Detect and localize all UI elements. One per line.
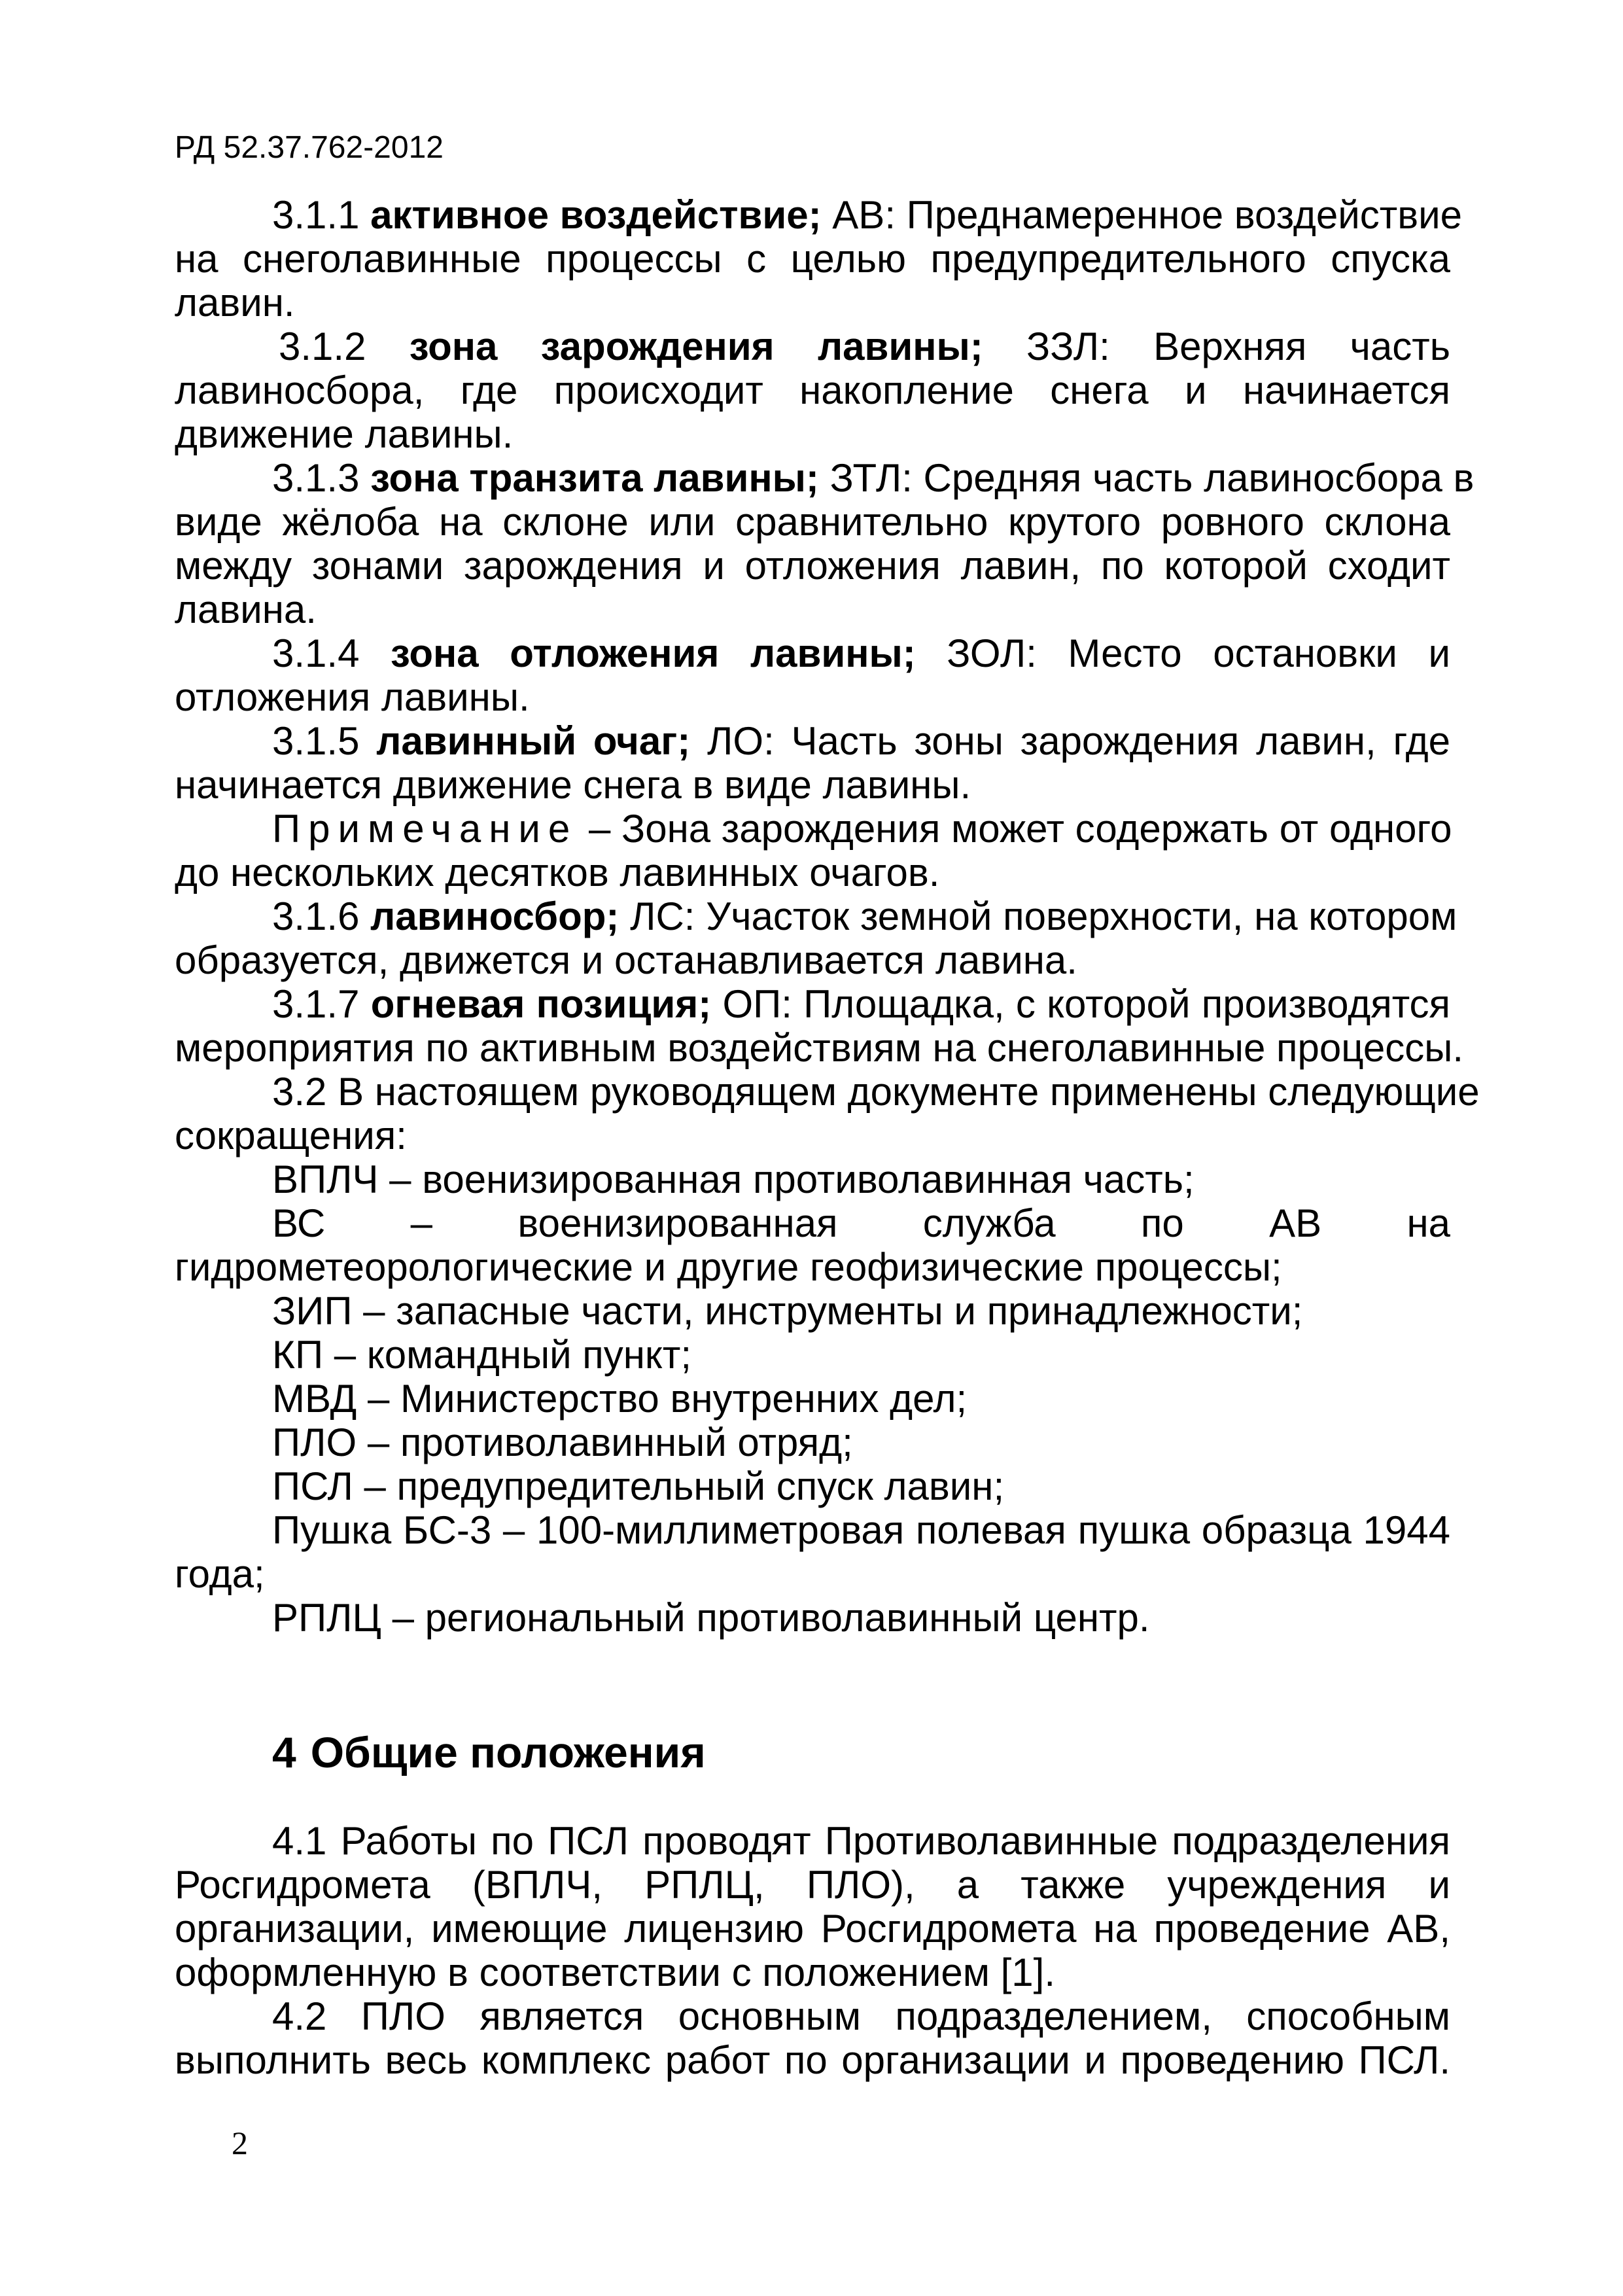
- note-line-2: до нескольких десятков лавинных очагов.: [175, 851, 940, 894]
- abbreviation-plo: ПЛО – противолавинный отряд;: [272, 1421, 853, 1464]
- definition-3-1-6-line-2: образуется, движется и останавливается лавина.: [175, 938, 1077, 982]
- paragraph-4-1-line-1: 4.1 Работы по ПСЛ проводят Противолавинные подразделения: [272, 1819, 1450, 1863]
- paragraph-4-2-line-2: выполнить весь комплекс работ по организации и проведению ПСЛ.: [175, 2038, 1450, 2082]
- definition-3-1-4-line-1: [272, 631, 1450, 676]
- definition-3-1-3-line-1: [272, 456, 1475, 501]
- clause-number: 3.1.3: [272, 456, 360, 500]
- abbreviation-vs-line-2: гидрометеорологические и другие геофизические процессы;: [175, 1245, 1282, 1289]
- paragraph-4-1-line-4: оформленную в соответствии с положением [1].: [175, 1951, 1056, 1994]
- paragraph-4-2-line-1: 4.2 ПЛО является основным подразделением, способным: [272, 1994, 1450, 2038]
- definition-text: ЗОЛ: Место остановки и: [947, 631, 1450, 675]
- abbreviation-zip: ЗИП – запасные части, инструменты и принадлежности;: [272, 1289, 1303, 1333]
- abbreviations-intro-line-2: сокращения:: [175, 1114, 407, 1157]
- term: зона транзита лавины;: [370, 456, 819, 500]
- page-number: 2: [232, 2125, 248, 2161]
- clause-number: 3.1.6: [272, 894, 360, 938]
- abbreviation-psl: ПСЛ – предупредительный спуск лавин;: [272, 1464, 1005, 1508]
- definition-3-1-7-line-1: [272, 982, 1450, 1027]
- section-heading: [272, 1726, 706, 1778]
- abbreviation-bs3-line-2: года;: [175, 1552, 265, 1596]
- definition-3-1-4-line-2: отложения лавины.: [175, 675, 530, 719]
- definition-3-1-3-line-3: между зонами зарождения и отложения лавин, по которой сходит: [175, 544, 1450, 588]
- definition-3-1-1-line-1: [272, 193, 1462, 238]
- definition-3-1-5-line-1: [272, 719, 1450, 764]
- definition-3-1-3-line-4: лавина.: [175, 588, 317, 631]
- definition-3-1-3-line-2: виде жёлоба на склоне или сравнительно крутого ровного склона: [175, 500, 1450, 544]
- clause-number: 3.1.7: [272, 982, 360, 1026]
- clause-number: 3.1.4: [272, 631, 360, 675]
- definition-3-1-5-line-2: начинается движение снега в виде лавины.: [175, 763, 971, 807]
- definition-text: ЛО: Часть зоны зарождения лавин, где: [707, 719, 1451, 763]
- definition-3-1-1-line-2: на снеголавинные процессы с целью предупредительного спуска: [175, 237, 1450, 281]
- abbreviation-vs-line-1: ВС – военизированная служба по АВ на: [272, 1201, 1450, 1245]
- term: лавиносбор;: [370, 894, 620, 938]
- definition-text: ОП: Площадка, с которой производятся: [722, 982, 1451, 1026]
- definition-3-1-6-line-1: [272, 894, 1457, 939]
- clause-number: 3.1.2: [279, 325, 366, 368]
- document-code: РД 52.37.762-2012: [175, 130, 444, 165]
- definition-3-1-7-line-2: мероприятия по активным воздействиям на снеголавинные процессы.: [175, 1026, 1464, 1070]
- note-text: – Зона зарождения может содержать от одного: [588, 807, 1452, 851]
- definition-text: ЛС: Участок земной поверхности, на котором: [630, 894, 1457, 938]
- term: зона отложения лавины;: [391, 631, 916, 675]
- term: огневая позиция;: [370, 982, 712, 1026]
- paragraph-4-1-line-3: организации, имеющие лицензию Росгидромета на проведение АВ,: [175, 1907, 1450, 1951]
- definition-text: АВ: Преднамеренное воздействие: [832, 193, 1462, 237]
- note-line-1: [272, 807, 1450, 851]
- term: зона зарождения лавины;: [409, 325, 983, 368]
- abbreviation-kp: КП – командный пункт;: [272, 1333, 691, 1377]
- abbreviation-vplch: ВПЛЧ – военизированная противолавинная часть;: [272, 1157, 1195, 1201]
- clause-number: 3.1.5: [272, 719, 360, 763]
- term: активное воздействие;: [370, 193, 822, 237]
- definition-3-1-1-line-3: лавин.: [175, 281, 295, 325]
- abbreviation-mvd: МВД – Министерство внутренних дел;: [272, 1377, 968, 1421]
- definition-3-1-2-line-2: лавиносбора, где происходит накопление снега и начинается: [175, 368, 1450, 412]
- clause-number: 3.1.1: [272, 193, 360, 237]
- paragraph-4-1-line-2: Росгидромета (ВПЛЧ, РПЛЦ, ПЛО), а также учреждения и: [175, 1863, 1450, 1907]
- note-label: Примечание: [272, 807, 578, 851]
- term: лавинный очаг;: [376, 719, 691, 763]
- section-number: 4: [272, 1728, 296, 1776]
- definition-3-1-2-line-1: [279, 325, 1450, 369]
- definition-3-1-2-line-3: движение лавины.: [175, 412, 514, 456]
- definition-text: ЗЗЛ: Верхняя часть: [1026, 325, 1450, 368]
- abbreviation-bs3-line-1: Пушка БС-3 – 100-миллиметровая полевая пушка образца 1944: [272, 1508, 1450, 1552]
- section-title: Общие положения: [310, 1728, 706, 1776]
- abbreviation-rplc: РПЛЦ – региональный противолавинный центр.: [272, 1596, 1150, 1640]
- abbreviations-intro-line-1: 3.2 В настоящем руководящем документе применены следующие: [272, 1070, 1480, 1114]
- definition-text: ЗТЛ: Средняя часть лавиносбора в: [829, 456, 1475, 500]
